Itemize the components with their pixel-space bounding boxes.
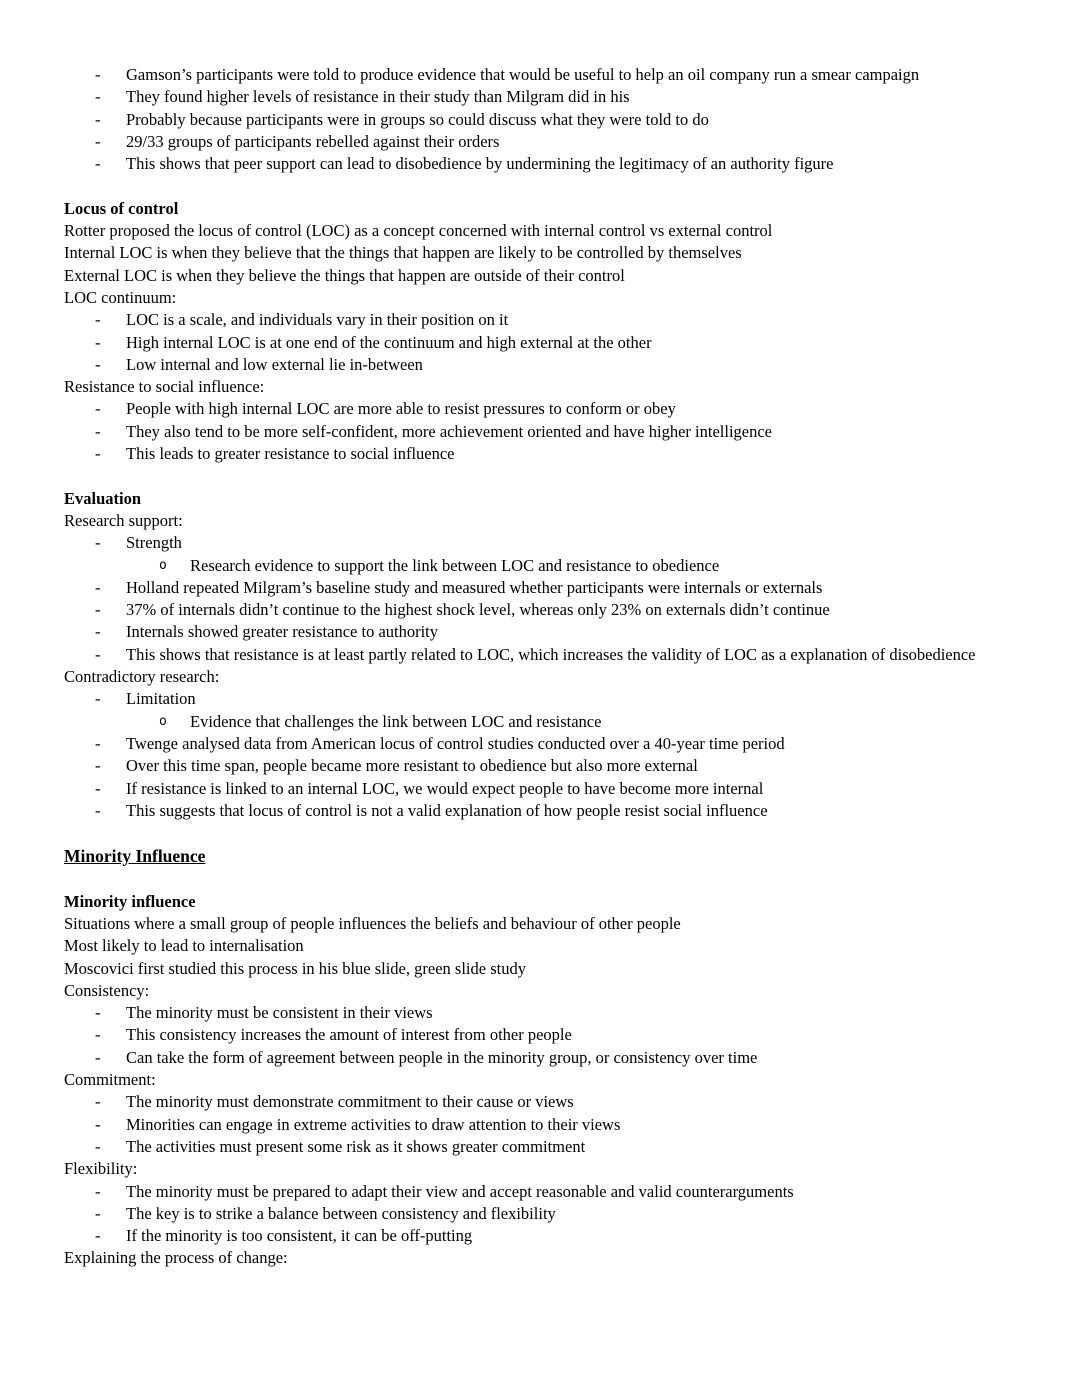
- paragraph-line: LOC continuum:: [64, 287, 177, 307]
- list-item-text: They also tend to be more self-confident, more achievement oriented and have higher intelligence: [126, 421, 772, 441]
- paragraph-line: Rotter proposed the locus of control (LOC) as a concept concerned with internal control vs external control: [64, 221, 773, 241]
- list-item: [95, 109, 1010, 131]
- list-item: [95, 153, 1010, 175]
- paragraph-line: Internal LOC is when they believe that the things that happen are likely to be controlled by themselves: [64, 243, 742, 263]
- paragraph-line: Moscovici first studied this process in his blue slide, green slide study: [64, 958, 526, 978]
- dash-bullet-marker: -: [95, 689, 101, 709]
- list-item: [95, 1136, 1010, 1158]
- list-item-text: People with high internal LOC are more able to resist pressures to conform or obey: [126, 399, 676, 419]
- list-item-text: Low internal and low external lie in-between: [126, 354, 423, 374]
- dash-bullet-marker: -: [95, 1136, 101, 1156]
- list-item-text: LOC is a scale, and individuals vary in their position on it: [126, 310, 509, 330]
- list-item-text: Twenge analysed data from American locus of control studies conducted over a 40-year time period: [126, 733, 785, 753]
- list-item-text: The minority must be consistent in their views: [126, 1003, 433, 1023]
- dash-bullet-marker: -: [95, 65, 101, 84]
- section-gap: [64, 465, 1010, 487]
- dash-bullet-marker: -: [95, 131, 101, 151]
- list-item-text: The minority must demonstrate commitment to their cause or views: [126, 1092, 574, 1112]
- list-item: [95, 131, 1010, 153]
- list-item: [95, 1114, 1010, 1136]
- list-item-text: This shows that peer support can lead to disobedience by undermining the legitimacy of an authority figure: [126, 154, 834, 174]
- list-item-text: The key is to strike a balance between consistency and flexibility: [126, 1203, 556, 1223]
- section-gap: [64, 822, 1010, 844]
- section-gap: [64, 868, 1010, 890]
- section-gap: [64, 175, 1010, 197]
- list-item-text: The activities must present some risk as it shows greater commitment: [126, 1136, 586, 1156]
- list-item: [95, 599, 1010, 621]
- dash-bullet-marker: -: [95, 154, 101, 174]
- list-item-text: If the minority is too consistent, it can be off-putting: [126, 1226, 473, 1246]
- list-item: [95, 577, 1010, 599]
- list-item: [95, 532, 1010, 554]
- sub-heading: Locus of control: [64, 198, 179, 218]
- list-item: [95, 443, 1010, 465]
- sub-heading: Evaluation: [64, 488, 142, 508]
- paragraph-line: Contradictory research:: [64, 667, 220, 687]
- dash-bullet-marker: -: [95, 1025, 101, 1045]
- list-item-text: Research evidence to support the link between LOC and resistance to obedience: [190, 555, 720, 575]
- dash-bullet-marker: -: [95, 1226, 101, 1246]
- list-item: [95, 64, 1010, 86]
- sub-heading: Minority influence: [64, 891, 196, 911]
- list-item-text: Strength: [126, 533, 182, 553]
- dash-bullet-marker: -: [95, 622, 101, 642]
- list-item: [95, 332, 1010, 354]
- list-item: [159, 555, 1010, 577]
- list-item: [95, 309, 1010, 331]
- dash-bullet-marker: -: [95, 444, 101, 464]
- list-item: [95, 1203, 1010, 1225]
- list-item: [95, 354, 1010, 376]
- dash-bullet-marker: -: [95, 421, 101, 441]
- paragraph-line: Research support:: [64, 510, 183, 530]
- list-item-text: This leads to greater resistance to social influence: [126, 444, 455, 464]
- dash-bullet-marker: -: [95, 1003, 101, 1023]
- list-item-text: Probably because participants were in groups so could discuss what they were told to do: [126, 109, 709, 129]
- paragraph-line: Situations where a small group of people influences the beliefs and behaviour of other people: [64, 913, 681, 933]
- list-item: [159, 711, 1010, 733]
- dash-bullet-marker: -: [95, 1181, 101, 1201]
- list-item: [95, 1047, 1010, 1069]
- list-item-text: Can take the form of agreement between people in the minority group, or consistency over time: [126, 1047, 758, 1067]
- dash-bullet-marker: -: [95, 332, 101, 352]
- list-item-text: Limitation: [126, 689, 196, 709]
- dash-bullet-marker: -: [95, 87, 101, 107]
- list-item-text: 37% of internals didn’t continue to the highest shock level, whereas only 23% on externals didn’t continue: [126, 600, 830, 620]
- circle-bullet-marker: o: [159, 557, 167, 573]
- list-item: [95, 800, 1010, 822]
- list-item-text: High internal LOC is at one end of the continuum and high external at the other: [126, 332, 652, 352]
- list-item-text: Evidence that challenges the link between LOC and resistance: [190, 711, 602, 731]
- list-item: [95, 1181, 1010, 1203]
- dash-bullet-marker: -: [95, 1092, 101, 1112]
- dash-bullet-marker: -: [95, 399, 101, 419]
- paragraph-line: Flexibility:: [64, 1159, 138, 1179]
- circle-bullet-marker: o: [159, 713, 167, 729]
- list-item: [95, 86, 1010, 108]
- list-item: [95, 688, 1010, 710]
- list-item-text: Gamson’s participants were told to produce evidence that would be useful to help an oil company run a smear campaign: [126, 65, 920, 84]
- list-item: [95, 1024, 1010, 1046]
- dash-bullet-marker: -: [95, 1114, 101, 1134]
- list-item-text: This shows that resistance is at least partly related to LOC, which increases the validity of LOC as a explanation of disobedience: [126, 644, 976, 664]
- dash-bullet-marker: -: [95, 800, 101, 820]
- list-item: [95, 1225, 1010, 1247]
- list-item-text: Holland repeated Milgram’s baseline study and measured whether participants were internals or externals: [126, 577, 823, 597]
- dash-bullet-marker: -: [95, 533, 101, 553]
- list-item-text: Internals showed greater resistance to authority: [126, 622, 439, 642]
- dash-bullet-marker: -: [95, 778, 101, 798]
- dash-bullet-marker: -: [95, 354, 101, 374]
- dash-bullet-marker: -: [95, 756, 101, 776]
- list-item: [95, 755, 1010, 777]
- list-item: [95, 1091, 1010, 1113]
- list-item-text: The minority must be prepared to adapt their view and accept reasonable and valid counterarguments: [126, 1181, 794, 1201]
- list-item: [95, 398, 1010, 420]
- dash-bullet-marker: -: [95, 600, 101, 620]
- dash-bullet-marker: -: [95, 109, 101, 129]
- dash-bullet-marker: -: [95, 310, 101, 330]
- dash-bullet-marker: -: [95, 1047, 101, 1067]
- list-item-text: 29/33 groups of participants rebelled against their orders: [126, 131, 500, 151]
- paragraph-line: Commitment:: [64, 1070, 156, 1090]
- dash-bullet-marker: -: [95, 733, 101, 753]
- list-item: [95, 421, 1010, 443]
- list-item-text: They found higher levels of resistance in their study than Milgram did in his: [126, 87, 630, 107]
- dash-bullet-marker: -: [95, 644, 101, 664]
- list-item: [95, 621, 1010, 643]
- list-item: [95, 778, 1010, 800]
- dash-bullet-marker: -: [95, 1203, 101, 1223]
- list-item-text: This consistency increases the amount of interest from other people: [126, 1025, 572, 1045]
- paragraph-line: External LOC is when they believe the things that happen are outside of their control: [64, 265, 625, 285]
- list-item: [95, 733, 1010, 755]
- dash-bullet-marker: -: [95, 577, 101, 597]
- list-item-text: Minorities can engage in extreme activities to draw attention to their views: [126, 1114, 621, 1134]
- paragraph-line: Resistance to social influence:: [64, 377, 265, 397]
- list-item: [95, 1002, 1010, 1024]
- paragraph-line: Consistency:: [64, 980, 150, 1000]
- paragraph-line: Most likely to lead to internalisation: [64, 936, 304, 956]
- list-item-text: This suggests that locus of control is not a valid explanation of how people resist social influence: [126, 800, 768, 820]
- list-item-text: Over this time span, people became more resistant to obedience but also more external: [126, 756, 698, 776]
- paragraph-line: Explaining the process of change:: [64, 1248, 288, 1268]
- list-item: [95, 644, 1010, 666]
- list-item-text: If resistance is linked to an internal LOC, we would expect people to have become more internal: [126, 778, 764, 798]
- section-heading: Minority Influence: [64, 846, 206, 867]
